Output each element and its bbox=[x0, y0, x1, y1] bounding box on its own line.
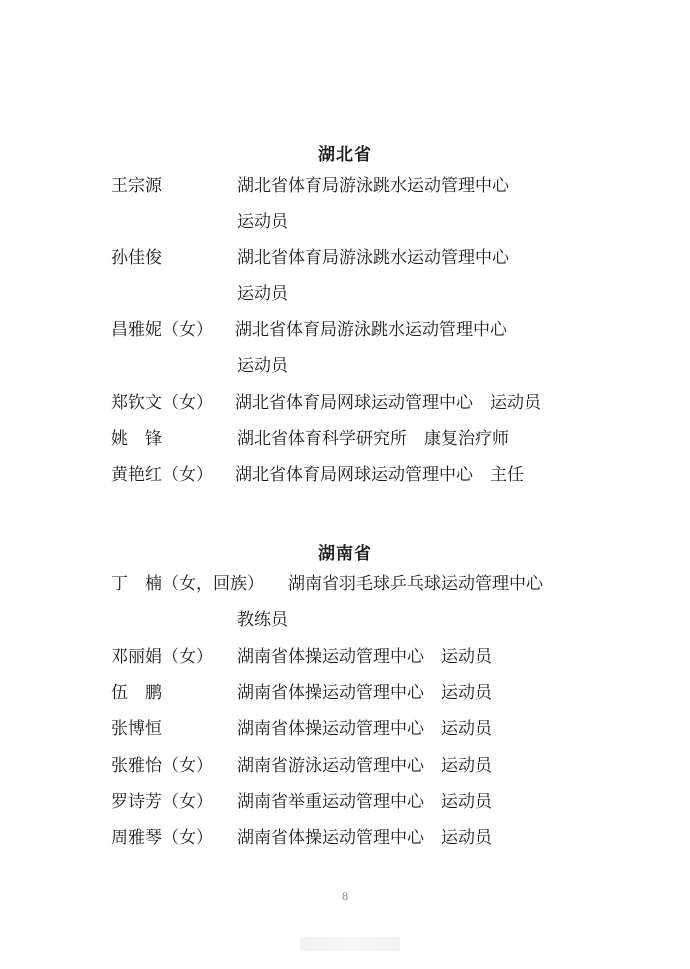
person-name: 黄艳红（女） bbox=[111, 465, 213, 485]
person-unit: 湖南省羽毛球乒乓球运动管理中心 bbox=[288, 574, 543, 594]
person-unit: 湖北省体育局网球运动管理中心 运动员 bbox=[235, 393, 541, 413]
person-name: 罗诗芳（女） bbox=[111, 792, 213, 812]
person-role: 运动员 bbox=[237, 284, 288, 304]
person-name: 姚 锋 bbox=[111, 429, 162, 449]
page-number: 8 bbox=[341, 892, 349, 903]
person-unit: 湖北省体育科学研究所 康复治疗师 bbox=[237, 429, 509, 449]
person-unit: 湖南省举重运动管理中心 运动员 bbox=[237, 792, 492, 812]
person-unit: 湖北省体育局游泳跳水运动管理中心 bbox=[237, 176, 509, 196]
person-unit: 湖北省体育局游泳跳水运动管理中心 bbox=[237, 248, 509, 268]
person-unit: 湖南省游泳运动管理中心 运动员 bbox=[237, 756, 492, 776]
person-unit: 湖南省体操运动管理中心 运动员 bbox=[237, 647, 492, 667]
person-unit: 湖南省体操运动管理中心 运动员 bbox=[237, 828, 492, 848]
person-name: 丁 楠（女，回族） bbox=[111, 574, 264, 594]
section-title-hunan: 湖南省 bbox=[318, 544, 372, 564]
person-name: 伍 鹏 bbox=[111, 683, 162, 703]
person-unit: 湖南省体操运动管理中心 运动员 bbox=[237, 683, 492, 703]
person-unit: 湖北省体育局游泳跳水运动管理中心 bbox=[235, 320, 507, 340]
person-unit: 湖北省体育局网球运动管理中心 主任 bbox=[235, 465, 524, 485]
person-role: 运动员 bbox=[237, 212, 288, 232]
person-name: 王宗源 bbox=[111, 176, 162, 196]
person-name: 邓丽娟（女） bbox=[111, 647, 213, 667]
person-role: 教练员 bbox=[237, 610, 288, 630]
person-name: 孙佳俊 bbox=[111, 248, 162, 268]
watermark bbox=[300, 937, 400, 951]
person-unit: 湖南省体操运动管理中心 运动员 bbox=[237, 719, 492, 739]
person-name: 张博恒 bbox=[111, 719, 162, 739]
person-name: 郑钦文（女） bbox=[111, 393, 213, 413]
person-name: 昌雅妮（女） bbox=[111, 320, 213, 340]
section-title-hubei: 湖北省 bbox=[318, 145, 372, 165]
person-role: 运动员 bbox=[237, 356, 288, 376]
person-name: 张雅怡（女） bbox=[111, 756, 213, 776]
person-name: 周雅琴（女） bbox=[111, 828, 213, 848]
